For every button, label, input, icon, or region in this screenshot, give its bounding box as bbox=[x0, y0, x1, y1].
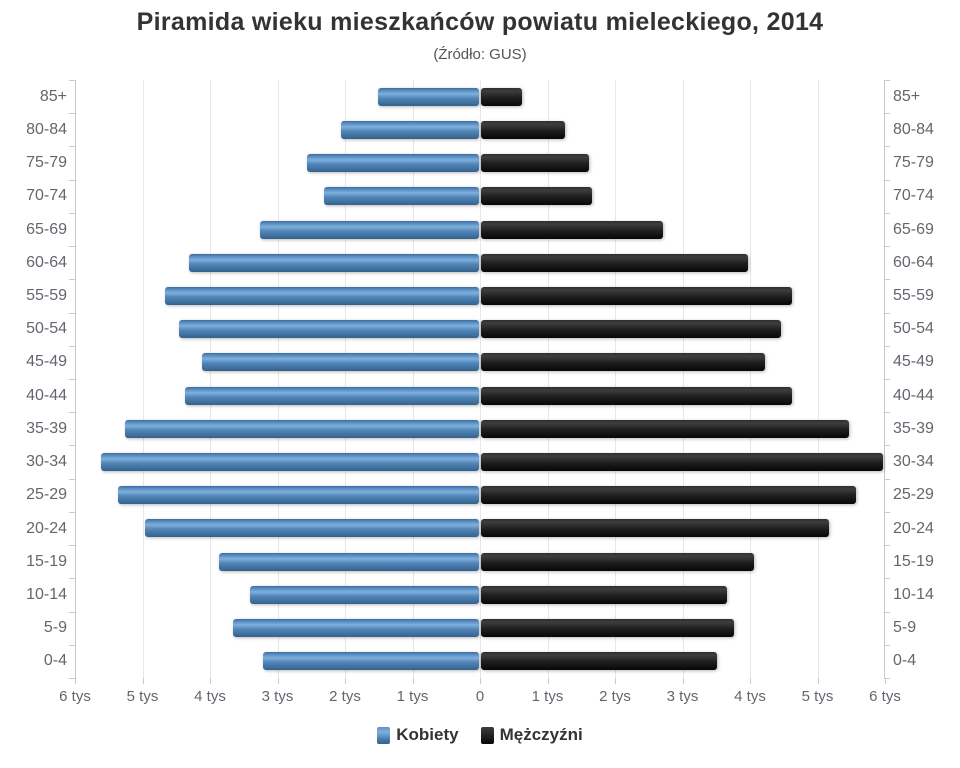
gridline bbox=[210, 80, 211, 678]
bottom-axis-tick bbox=[75, 678, 76, 684]
age-label-right: 45-49 bbox=[893, 353, 934, 371]
bar-men-30-34[interactable] bbox=[481, 453, 883, 471]
age-label-right: 60-64 bbox=[893, 253, 934, 271]
bar-women-35-39[interactable] bbox=[125, 420, 479, 438]
bar-women-25-29[interactable] bbox=[118, 486, 479, 504]
right-axis-tick bbox=[884, 346, 890, 347]
age-label-left: 50-54 bbox=[26, 320, 67, 338]
bar-women-0-4[interactable] bbox=[263, 652, 479, 670]
bar-men-50-54[interactable] bbox=[481, 320, 781, 338]
bar-men-70-74[interactable] bbox=[481, 187, 592, 205]
right-axis-tick bbox=[884, 612, 890, 613]
bar-women-5-9[interactable] bbox=[233, 619, 479, 637]
left-axis-tick bbox=[69, 379, 75, 380]
legend-label-men: Mężczyźni bbox=[499, 725, 583, 744]
right-axis-tick bbox=[884, 578, 890, 579]
age-label-right: 55-59 bbox=[893, 286, 934, 304]
x-tick-label: 3 tys bbox=[261, 688, 294, 705]
bar-women-15-19[interactable] bbox=[219, 553, 479, 571]
gridline bbox=[143, 80, 144, 678]
age-label-right: 15-19 bbox=[893, 552, 934, 570]
bottom-axis-tick bbox=[413, 678, 414, 684]
bottom-axis-tick bbox=[210, 678, 211, 684]
age-label-right: 85+ bbox=[893, 87, 921, 105]
left-axis-tick bbox=[69, 180, 75, 181]
x-tick-label: 5 tys bbox=[801, 688, 834, 705]
left-axis-tick bbox=[69, 512, 75, 513]
x-tick-label: 4 tys bbox=[734, 688, 766, 705]
x-tick-label: 1 tys bbox=[531, 688, 564, 705]
age-label-left: 45-49 bbox=[26, 353, 67, 371]
right-axis-tick bbox=[884, 146, 890, 147]
left-axis-tick bbox=[69, 578, 75, 579]
bar-men-60-64[interactable] bbox=[481, 254, 748, 272]
age-label-right: 30-34 bbox=[893, 453, 934, 471]
right-axis-tick bbox=[884, 379, 890, 380]
age-label-right: 70-74 bbox=[893, 187, 934, 205]
age-label-left: 35-39 bbox=[26, 419, 67, 437]
age-label-left: 20-24 bbox=[26, 519, 67, 537]
bar-women-65-69[interactable] bbox=[260, 221, 479, 239]
right-axis-tick bbox=[884, 213, 890, 214]
bar-men-0-4[interactable] bbox=[481, 652, 717, 670]
age-label-left: 15-19 bbox=[26, 552, 67, 570]
age-label-left: 10-14 bbox=[26, 585, 67, 603]
legend-label-women: Kobiety bbox=[396, 725, 459, 744]
right-axis-tick bbox=[884, 479, 890, 480]
left-axis-tick bbox=[69, 645, 75, 646]
left-axis-tick bbox=[69, 346, 75, 347]
x-tick-label: 2 tys bbox=[329, 688, 361, 705]
right-axis-tick bbox=[884, 80, 890, 81]
age-label-right: 5-9 bbox=[893, 619, 917, 637]
chart-subtitle: (Źródło: GUS) bbox=[433, 46, 527, 63]
bar-men-80-84[interactable] bbox=[481, 121, 565, 139]
age-label-left: 75-79 bbox=[26, 154, 67, 172]
bar-women-40-44[interactable] bbox=[185, 387, 479, 405]
age-label-left: 65-69 bbox=[26, 220, 67, 238]
age-label-left: 30-34 bbox=[26, 453, 67, 471]
left-axis-tick bbox=[69, 412, 75, 413]
bottom-axis-tick bbox=[750, 678, 751, 684]
plot-area bbox=[75, 80, 885, 678]
age-label-right: 10-14 bbox=[893, 585, 934, 603]
gridline bbox=[818, 80, 819, 678]
bar-men-15-19[interactable] bbox=[481, 553, 754, 571]
bar-men-40-44[interactable] bbox=[481, 387, 792, 405]
bar-women-55-59[interactable] bbox=[165, 287, 479, 305]
right-axis-tick bbox=[884, 313, 890, 314]
age-label-right: 80-84 bbox=[893, 120, 934, 138]
bar-men-5-9[interactable] bbox=[481, 619, 734, 637]
bar-women-70-74[interactable] bbox=[324, 187, 479, 205]
bar-men-85+[interactable] bbox=[481, 88, 522, 106]
bar-men-75-79[interactable] bbox=[481, 154, 589, 172]
bottom-axis-tick bbox=[278, 678, 279, 684]
bar-men-25-29[interactable] bbox=[481, 486, 856, 504]
bar-women-20-24[interactable] bbox=[145, 519, 479, 537]
men-series-swatch-icon bbox=[481, 727, 494, 744]
left-axis-tick bbox=[69, 313, 75, 314]
x-tick-label: 4 tys bbox=[194, 688, 226, 705]
x-tick-label: 2 tys bbox=[599, 688, 631, 705]
left-axis-tick bbox=[69, 146, 75, 147]
age-label-left: 85+ bbox=[39, 87, 67, 105]
right-axis-tick bbox=[884, 412, 890, 413]
bar-men-35-39[interactable] bbox=[481, 420, 849, 438]
chart-title: Piramida wieku mieszkańców powiatu mieleckiego, 2014 bbox=[136, 8, 824, 36]
right-axis-tick bbox=[884, 545, 890, 546]
left-axis bbox=[75, 80, 76, 678]
bar-men-55-59[interactable] bbox=[481, 287, 792, 305]
left-axis-tick bbox=[69, 545, 75, 546]
right-axis-tick bbox=[884, 512, 890, 513]
bar-women-30-34[interactable] bbox=[101, 453, 479, 471]
bar-women-10-14[interactable] bbox=[250, 586, 480, 604]
legend-item-women[interactable] bbox=[377, 725, 458, 745]
age-label-right: 50-54 bbox=[893, 320, 934, 338]
age-label-right: 25-29 bbox=[893, 486, 934, 504]
right-axis-tick bbox=[884, 246, 890, 247]
left-axis-tick bbox=[69, 246, 75, 247]
right-axis-tick bbox=[884, 279, 890, 280]
bar-men-20-24[interactable] bbox=[481, 519, 829, 537]
right-axis-tick bbox=[884, 180, 890, 181]
bottom-axis-tick bbox=[818, 678, 819, 684]
bar-women-80-84[interactable] bbox=[341, 121, 479, 139]
bottom-axis-tick bbox=[345, 678, 346, 684]
right-axis-tick bbox=[884, 445, 890, 446]
left-axis-tick bbox=[69, 113, 75, 114]
age-label-right: 75-79 bbox=[893, 154, 934, 172]
bar-men-65-69[interactable] bbox=[481, 221, 663, 239]
legend bbox=[0, 720, 960, 750]
age-label-left: 80-84 bbox=[26, 120, 67, 138]
left-axis-tick bbox=[69, 612, 75, 613]
age-label-right: 65-69 bbox=[893, 220, 934, 238]
bar-women-60-64[interactable] bbox=[189, 254, 479, 272]
age-label-right: 0-4 bbox=[893, 652, 917, 670]
x-tick-label: 6 tys bbox=[869, 688, 901, 705]
left-axis-tick bbox=[69, 213, 75, 214]
gridline bbox=[750, 80, 751, 678]
bottom-axis-tick bbox=[480, 678, 481, 684]
x-tick-label: 6 tys bbox=[59, 688, 91, 705]
bottom-axis-tick bbox=[683, 678, 684, 684]
bar-men-10-14[interactable] bbox=[481, 586, 727, 604]
left-axis-tick bbox=[69, 80, 75, 81]
women-series-swatch-icon bbox=[377, 727, 390, 744]
x-tick-label: 5 tys bbox=[126, 688, 159, 705]
age-label-left: 60-64 bbox=[26, 253, 67, 271]
age-label-left: 0-4 bbox=[43, 652, 67, 670]
right-axis-tick bbox=[884, 113, 890, 114]
age-label-right: 20-24 bbox=[893, 519, 934, 537]
bottom-axis-tick bbox=[548, 678, 549, 684]
bottom-axis-tick bbox=[615, 678, 616, 684]
age-label-left: 40-44 bbox=[26, 386, 67, 404]
left-axis-tick bbox=[69, 445, 75, 446]
x-tick-label: 0 bbox=[475, 688, 485, 705]
age-label-left: 70-74 bbox=[26, 187, 67, 205]
x-tick-label: 3 tys bbox=[666, 688, 699, 705]
right-axis-tick bbox=[884, 645, 890, 646]
bar-women-85+[interactable] bbox=[378, 88, 479, 106]
x-tick-label: 1 tys bbox=[396, 688, 429, 705]
bottom-axis-tick bbox=[143, 678, 144, 684]
age-label-right: 35-39 bbox=[893, 419, 934, 437]
age-label-left: 5-9 bbox=[43, 619, 67, 637]
bar-women-75-79[interactable] bbox=[307, 154, 479, 172]
age-label-left: 25-29 bbox=[26, 486, 67, 504]
age-label-right: 40-44 bbox=[893, 386, 934, 404]
left-axis-tick bbox=[69, 479, 75, 480]
bar-men-45-49[interactable] bbox=[481, 353, 765, 371]
bottom-axis-tick bbox=[885, 678, 886, 684]
legend-item-men[interactable] bbox=[481, 725, 583, 745]
bar-women-50-54[interactable] bbox=[179, 320, 479, 338]
age-label-left: 55-59 bbox=[26, 286, 67, 304]
left-axis-tick bbox=[69, 279, 75, 280]
bar-women-45-49[interactable] bbox=[202, 353, 479, 371]
